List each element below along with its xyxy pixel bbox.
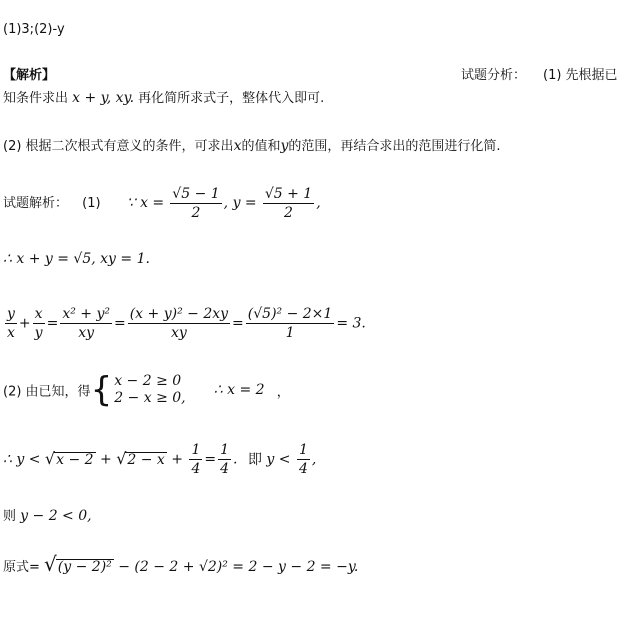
eq5-prefix: ∴ y < bbox=[3, 451, 41, 468]
eq5-f3-num: 1 bbox=[298, 442, 308, 458]
inequality-system bbox=[114, 373, 185, 407]
eq5-end: , bbox=[311, 451, 317, 468]
eq1-den1: 2 bbox=[191, 205, 201, 221]
eq3-frac1 bbox=[5, 306, 17, 341]
analysis-cont-math: x + y, xy. bbox=[72, 90, 135, 106]
eq7 bbox=[3, 552, 358, 576]
eq1-den2: 2 bbox=[284, 205, 293, 221]
eq5-ji: 即 bbox=[247, 451, 262, 468]
analysis-step1: (1) 先根据已 bbox=[543, 68, 618, 83]
eq3-frac2 bbox=[33, 306, 45, 341]
eq3-f2-num: x bbox=[34, 306, 43, 322]
analysis-continuation bbox=[3, 87, 324, 106]
eq5-plus2: + bbox=[171, 451, 184, 468]
eq5-frac1 bbox=[189, 442, 202, 477]
eq5-q-den: 4 bbox=[191, 461, 201, 477]
eq7-prefix: 原式= bbox=[3, 560, 40, 575]
eq6 bbox=[3, 505, 92, 524]
eq5-frac2 bbox=[218, 442, 231, 477]
solution-line1 bbox=[3, 186, 321, 221]
eq6-prefix: 则 bbox=[3, 509, 17, 524]
part2-system bbox=[3, 370, 290, 410]
analysis-cont-suffix: 再化简所求式子，整体代入即可. bbox=[138, 91, 325, 106]
sqrt-icon: √ bbox=[44, 552, 57, 576]
eq3-f4-num: (x + y)² − 2xy bbox=[129, 306, 229, 322]
analysis-header: 【解析】 bbox=[3, 68, 56, 83]
eq3 bbox=[3, 306, 366, 341]
sys-line2: 2 − x ≥ 0, bbox=[114, 390, 186, 406]
eq3-f2-den: y bbox=[34, 325, 43, 341]
eq6-math: y − 2 < 0, bbox=[20, 508, 92, 524]
sys-result: ∴ x = 2 bbox=[213, 382, 265, 398]
eq7-rest: − (2 − 2 + √2)² = 2 − y − 2 = −y. bbox=[118, 559, 359, 575]
eq3-frac5 bbox=[246, 306, 335, 341]
eq1-frac1 bbox=[170, 186, 221, 221]
part2-mid: 的值和 bbox=[241, 139, 281, 154]
part2-analysis bbox=[3, 135, 501, 154]
eq3-eq3: = bbox=[232, 315, 244, 332]
eq3-frac3 bbox=[60, 306, 112, 341]
eq1-num2: √5 + 1 bbox=[264, 186, 313, 202]
eq1-frac2 bbox=[263, 186, 314, 221]
sqrt-icon: √ bbox=[116, 448, 127, 468]
eq3-f4-den: xy bbox=[170, 325, 187, 341]
part2-prefix: (2) 根据二次根式有意义的条件，可求出 bbox=[3, 139, 234, 154]
eq5-r-num: 1 bbox=[220, 442, 230, 458]
eq2: ∴ x + y = √5, xy = 1. bbox=[3, 251, 150, 267]
eq1-because: ∵ x = bbox=[126, 195, 165, 211]
eq1-mid: , y = bbox=[223, 195, 257, 211]
eq5-f3-den: 4 bbox=[298, 461, 308, 477]
eq5-y: y < bbox=[266, 451, 291, 468]
part2-suffix: 的范围，再结合求出的范围进行化简. bbox=[288, 139, 501, 154]
eq5-q-num: 1 bbox=[191, 442, 201, 458]
eq1-end: , bbox=[316, 195, 321, 211]
part2-x: x bbox=[233, 138, 242, 154]
eq3-f1-num: y bbox=[7, 306, 15, 322]
eq5-frac3 bbox=[297, 442, 310, 477]
eq3-eq1: = bbox=[46, 315, 59, 332]
eq5-r-den: 4 bbox=[220, 461, 230, 477]
eq7-rad: (y − 2)² bbox=[57, 559, 112, 575]
solution-label: 试题解析： bbox=[3, 196, 69, 211]
solution-step1: (1) bbox=[82, 196, 101, 211]
answer-line: (1)3;(2)-y bbox=[3, 22, 65, 37]
sqrt-icon: √ bbox=[44, 448, 56, 468]
eq5-eq: = bbox=[204, 451, 217, 468]
sys-comma: ， bbox=[276, 384, 290, 400]
part2-label: (2) 由已知，得 bbox=[3, 384, 91, 400]
eq3-eq2: = bbox=[113, 315, 126, 332]
analysis-label: 试题分析： bbox=[461, 68, 527, 83]
eq5 bbox=[3, 442, 316, 477]
eq1-num1: √5 − 1 bbox=[172, 186, 220, 202]
eq3-f5-den: 1 bbox=[285, 325, 295, 341]
eq3-f1-den: x bbox=[7, 325, 15, 341]
eq5-rad2: 2 − x bbox=[127, 451, 165, 468]
eq5-plus1: + bbox=[100, 451, 112, 468]
eq3-f3-num: x² + y² bbox=[62, 306, 110, 322]
eq3-result: = 3. bbox=[336, 315, 366, 332]
eq5-rad1: x − 2 bbox=[56, 451, 94, 468]
eq3-f5-num: (√5)² − 2×1 bbox=[247, 306, 333, 322]
part2-y: y bbox=[280, 138, 289, 154]
sys-line1: x − 2 ≥ 0 bbox=[114, 373, 182, 389]
left-brace-icon: { bbox=[90, 370, 113, 410]
eq3-plus: + bbox=[18, 315, 31, 332]
analysis-cont-prefix: 知条件求出 bbox=[3, 91, 69, 106]
eq3-frac4 bbox=[128, 306, 230, 341]
eq3-f3-den: xy bbox=[78, 325, 95, 341]
eq5-dot: . bbox=[233, 451, 238, 468]
